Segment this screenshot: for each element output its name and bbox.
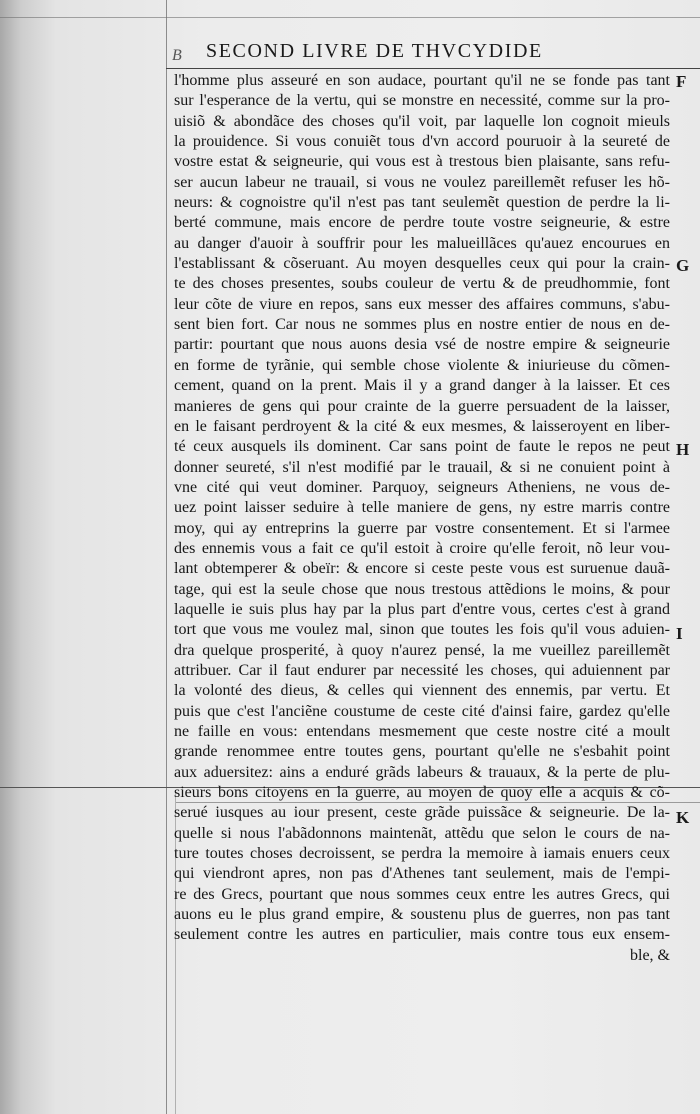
page-gutter-line — [166, 0, 167, 1114]
margin-letter-i: I — [676, 624, 683, 643]
text-line: sieurs bons citoyens en la guerre, au moyen de quoy elle a acquis & cõ- — [174, 784, 670, 802]
text-line: vne cité qui veut dominer. Parquoy, seigneurs Atheniens, ne vous de- — [174, 478, 670, 496]
text-line: en forme de tyrãnie, qui semble chose violente & iniurieuse du cõmen- — [174, 356, 670, 374]
text-line: uez point laisser seduire à telle maniere de gens, ny estre marris contre — [174, 499, 670, 517]
margin-letter-g: G — [676, 256, 690, 275]
text-line: aux aduersitez: ains a enduré grãds labeurs & trauaux, & la perte de plu- — [174, 763, 670, 781]
text-line: sent bien fort. Car nous ne sommes plus en nostre entier de nous en de- — [174, 316, 670, 334]
text-line: dra quelque prosperité, à quoy n'aurez pensé, la me vueillez pareillemẽt — [174, 641, 670, 659]
text-line: uisiõ & abondãce des choses qu'il voit, par laquelle lon cognoit mieuls — [174, 112, 670, 130]
text-line: la volonté des dieus, & celles qui viennent des ennemis, par vertu. Et — [174, 682, 670, 700]
margin-letter-f: F — [676, 72, 687, 91]
text-line: sur l'esperance de la vertu, qui se monstre en necessité, comme sur la pro- — [174, 92, 670, 110]
text-line: tort que vous me voulez mal, sinon que toutes les fois qu'il vous aduien- — [174, 621, 670, 639]
text-line: cement, quand on la prent. Mais il y a grand danger à la laisser. Et ces — [174, 377, 670, 395]
text-line: la prouidence. Si vous conuiẽt tous d'vn accord pouruoir à la seureté de — [174, 133, 670, 151]
margin-letter-k: K — [676, 808, 690, 827]
text-line: te des choses presentes, soubs couleur de vertu & de preudhommie, font — [174, 275, 670, 293]
text-line: tage, qui est la seule chose que nous trestous attẽdions le moins, & pour — [174, 580, 670, 598]
text-line: auons eu le plus grand empire, & soustenu plus de guerres, non pas tant — [174, 906, 670, 924]
text-line: grande renommee entre toutes gens, pourtant qu'elle ne s'esbahit point — [174, 743, 670, 761]
text-line: attribuer. Car il faut endurer par necessité les choses, qui aduiennent par — [174, 661, 670, 679]
text-line: té ceux ausquels ils dominent. Car sans point de faute le repos ne peut — [174, 438, 670, 456]
text-line: en le faisant perdroyent & la cité & eux mesmes, & laisseroyent en liber- — [174, 417, 670, 435]
text-line: vostre estat & seigneurie, qui vous est à trestous bien plaisante, sans refu- — [174, 153, 670, 171]
text-line: donner seureté, s'il n'est modifié par le trauail, & si ne conuient point à — [174, 458, 670, 476]
text-line: re des Grecs, pourtant que nous sommes ceux entre les autres Grecs, qui — [174, 885, 670, 903]
text-line: l'establissant & cõseruant. Au moyen desquelles ceux qui pour la crain- — [174, 255, 670, 273]
text-line: lant obtemperer & obeïr: & encore si ceste peste vous est suruenue dauã- — [174, 560, 670, 578]
text-line: l'homme plus asseuré en son audace, pourtant qu'il ne se fonde pas tant — [174, 72, 670, 89]
text-line: seulement contre les autres en particulier, mais contre tous eux ensem- — [174, 926, 670, 944]
text-line: laquelle ie suis plus hay par la plus part d'entre vous, certes c'est à grand — [174, 600, 670, 618]
text-line: serué iusques au iour present, ceste grãde puissãce & seigneurie. De la- — [174, 804, 670, 822]
text-line: qui viendront apres, non pas d'Athenes tant seulement, mais de l'empi- — [174, 865, 670, 883]
text-line: au danger d'auoir à souffrir pour les malueillãces qu'auez encourues en — [174, 234, 670, 252]
top-edge-rule — [0, 17, 700, 18]
running-head-rule — [166, 68, 700, 69]
text-line: ne faille en vous: entendans mesmement que ceste nostre cité a moult — [174, 723, 670, 740]
text-line: berté commune, mais encore de perdre toute vostre seigneurie, & estre — [174, 214, 670, 232]
text-line: ser aucun labeur ne trauail, si vous ne voulez pareillemẽt refuser les hõ- — [174, 173, 670, 191]
margin-letter-h: H — [676, 440, 690, 459]
running-head: SECOND LIVRE DE THVCYDIDE — [206, 40, 543, 62]
main-text-block — [174, 71, 670, 966]
text-line: des ennemis vous a fait ce qu'il estoit à croire qu'elle feroit, nõ leur vou- — [174, 539, 670, 557]
text-line: leur cõte de viure en repos, sans eux messer des affaires communs, s'abu- — [174, 295, 670, 313]
text-line: moy, qui ay entreprins la guerre par vostre consentement. Et si l'armee — [174, 519, 670, 537]
text-line: quelle si nous l'abãdonnons maintenãt, attẽdu que selon le cours de na- — [174, 824, 670, 842]
catchword: ble, & — [630, 946, 670, 964]
text-line: neurs: & cognoistre qu'il n'est pas tant seulemẽt question de perdre la li- — [174, 194, 670, 212]
text-line: partir: pourtant que nous auons desia vsé de nostre empire & seigneurie — [174, 336, 670, 354]
text-line: puis que c'est l'anciẽne coustume de ceste cité d'ainsi faire, gardez qu'elle — [174, 702, 670, 720]
signature-mark: B — [172, 47, 182, 64]
text-line: manieres de gens qui pour crainte de la guerre persuadent de la laisser, — [174, 397, 670, 415]
text-line: ture toutes choses decroissent, se perdra la memoire à iamais enuers ceux — [174, 845, 670, 863]
